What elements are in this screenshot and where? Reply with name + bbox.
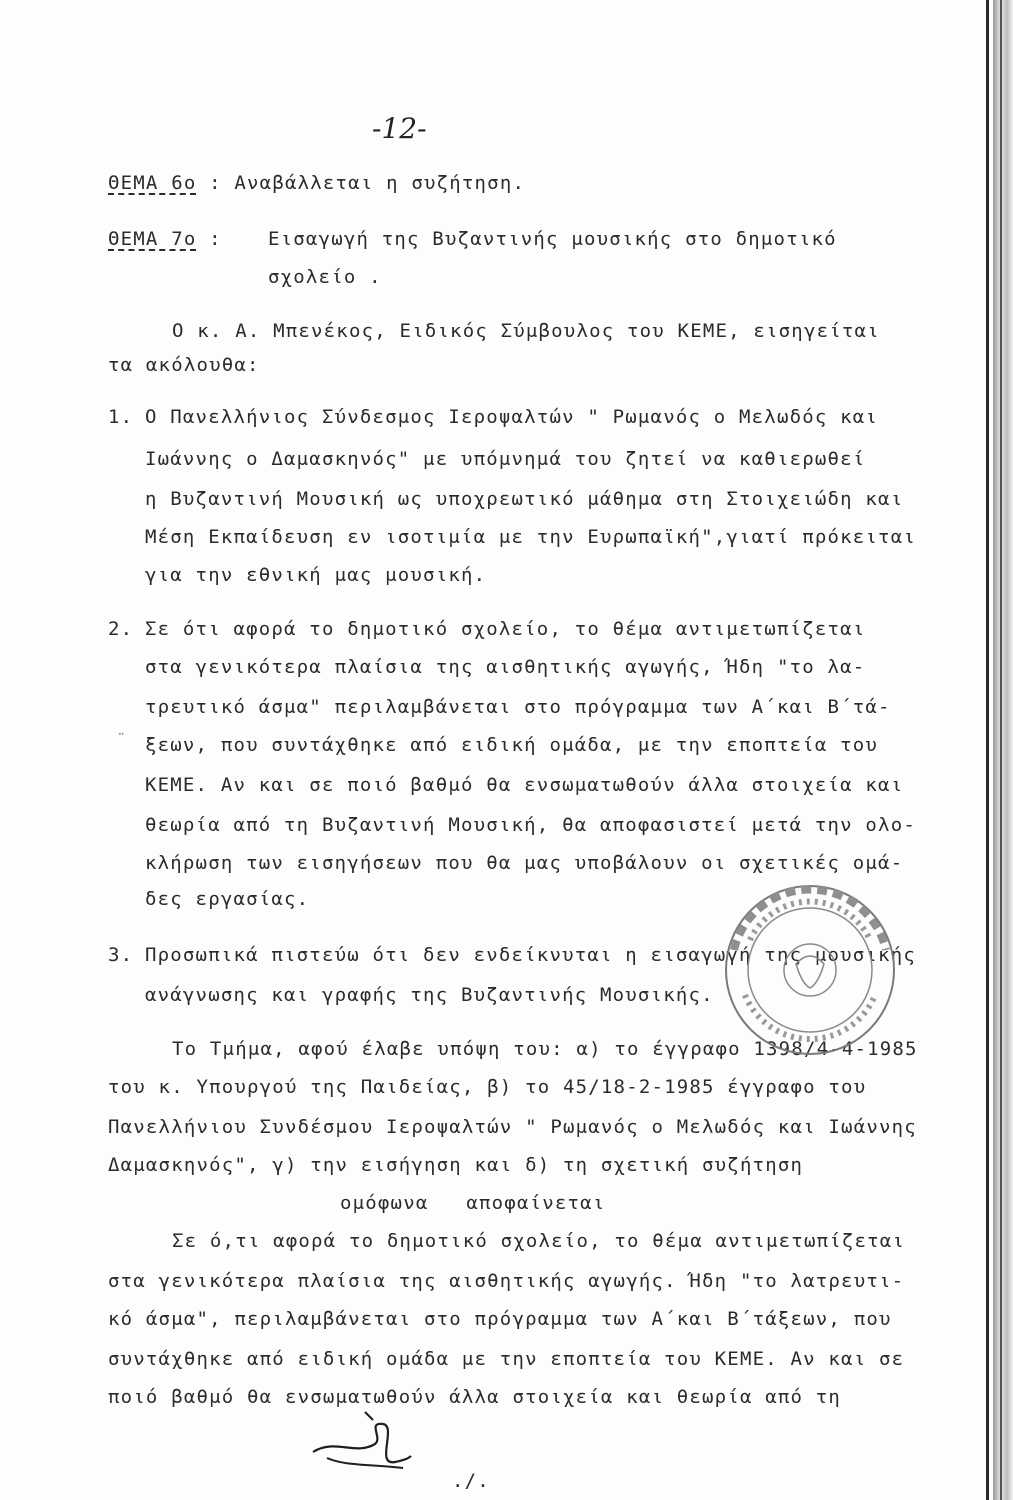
- continuation-mark: ./.: [452, 1470, 490, 1492]
- point-2-line: θεωρία από τη Βυζαντινή Μουσική, θα αποφασιστεί μετά την ολο-: [145, 814, 916, 836]
- point-1-line: Ιωάννης ο Δαμασκηνός" με υπόμνημά του ζητεί να καθιερωθεί: [145, 448, 866, 470]
- topic-7-text: Εισαγωγή της Βυζαντινής μουσικής στο δημοτικό: [268, 228, 837, 250]
- binding-edge: [993, 0, 1013, 1500]
- signature: [305, 1408, 415, 1478]
- official-stamp: [720, 880, 900, 1060]
- verdict: ομόφωνα αποφαίνεται: [340, 1192, 606, 1214]
- point-2-line: τρευτικό άσμα" περιλαμβάνεται στο πρόγραμμα των Α΄και Β΄τά-: [145, 696, 891, 718]
- topic-6: ΘΕΜΑ 6ο : Αναβάλλεται η συζήτηση.: [108, 172, 526, 194]
- decision-line: συντάχθηκε από ειδική ομάδα με την εποπτεία του ΚΕΜΕ. Αν και σε: [108, 1348, 905, 1370]
- binding-line: [986, 0, 989, 1500]
- point-2-line: ΚΕΜΕ. Αν και σε ποιό βαθμό θα ενσωματωθούν άλλα στοιχεία και: [145, 774, 904, 796]
- decision-intro-line: του κ. Υπουργού της Παιδείας, β) το 45/18-2-1985 έγγραφο του: [108, 1076, 867, 1098]
- decision-intro-line: Το Τμήμα, αφού έλαβε υπόψη του: α) το έγγραφο 1398/4-4-1985: [172, 1038, 918, 1060]
- point-3-line: Προσωπικά πιστεύω ότι δεν ενδείκνυται η εισαγωγή της μουσικής: [145, 944, 916, 966]
- margin-mark: ¨: [117, 732, 128, 748]
- point-2-line: κλήρωση των εισηγήσεων που θα μας υποβάλουν οι σχετικές ομά-: [145, 852, 904, 874]
- point-1-line: η Βυζαντινή Μουσική ως υποχρεωτικό μάθημα στη Στοιχειώδη και: [145, 488, 904, 510]
- decision-line: κό άσμα", περιλαμβάνεται στο πρόγραμμα των Α΄και Β΄τάξεων, που: [108, 1308, 892, 1330]
- point-2-line: ξεων, που συντάχθηκε από ειδική ομάδα, με την εποπτεία του: [145, 734, 879, 756]
- point-1-line: Ο Πανελλήνιος Σύνδεσμος Ιεροψαλτών " Ρωμανός ο Μελωδός και: [145, 406, 879, 428]
- decision-line: στα γενικότερα πλαίσια της αισθητικής αγωγής. Ήδη "το λατρευτι-: [108, 1270, 905, 1292]
- topic-6-label: ΘΕΜΑ 6ο: [108, 172, 197, 194]
- topic-7: ΘΕΜΑ 7ο :: [108, 228, 235, 250]
- topic-7-text-cont: σχολείο .: [268, 266, 382, 288]
- point-1-number: 1.: [108, 406, 134, 428]
- binding-line-inner: [1000, 0, 1002, 1500]
- point-2-line: στα γενικότερα πλαίσια της αισθητικής αγωγής, Ήδη "το λα-: [145, 656, 866, 678]
- point-3-number: 3.: [108, 944, 134, 966]
- point-1-line: για την εθνική μας μουσική.: [145, 564, 487, 586]
- decision-line: Σε ό,τι αφορά το δημοτικό σχολείο, το θέμα αντιμετωπίζεται: [172, 1230, 906, 1252]
- point-2-line: δες εργασίας.: [145, 888, 310, 910]
- decision-intro-line: Δαμασκηνός", γ) την εισήγηση και δ) τη σχετική συζήτηση: [108, 1154, 804, 1176]
- point-3-line: ανάγνωσης και γραφής της Βυζαντινής Μουσικής.: [145, 984, 714, 1006]
- point-2-line: Σε ότι αφορά το δημοτικό σχολείο, το θέμα αντιμετωπίζεται: [145, 618, 866, 640]
- decision-line: ποιό βαθμό θα ενσωματωθούν άλλα στοιχεία και θεωρία από τη: [108, 1386, 842, 1408]
- page-number: -12-: [372, 112, 427, 145]
- intro-line-1: Ο κ. Α. Μπενέκος, Ειδικός Σύμβουλος του ΚΕΜΕ, εισηγείται: [172, 320, 880, 342]
- point-2-number: 2.: [108, 618, 134, 640]
- intro-line-2: τα ακόλουθα:: [108, 354, 260, 376]
- point-1-line: Μέση Εκπαίδευση εν ισοτιμία με την Ευρωπαϊκή",γιατί πρόκειται: [145, 526, 916, 548]
- topic-7-label: ΘΕΜΑ 7ο: [108, 228, 197, 250]
- decision-intro-line: Πανελλήνιου Συνδέσμου Ιεροψαλτών " Ρωμανός ο Μελωδός και Ιωάννης: [108, 1116, 917, 1138]
- topic-6-text: Αναβάλλεται η συζήτηση.: [234, 172, 526, 194]
